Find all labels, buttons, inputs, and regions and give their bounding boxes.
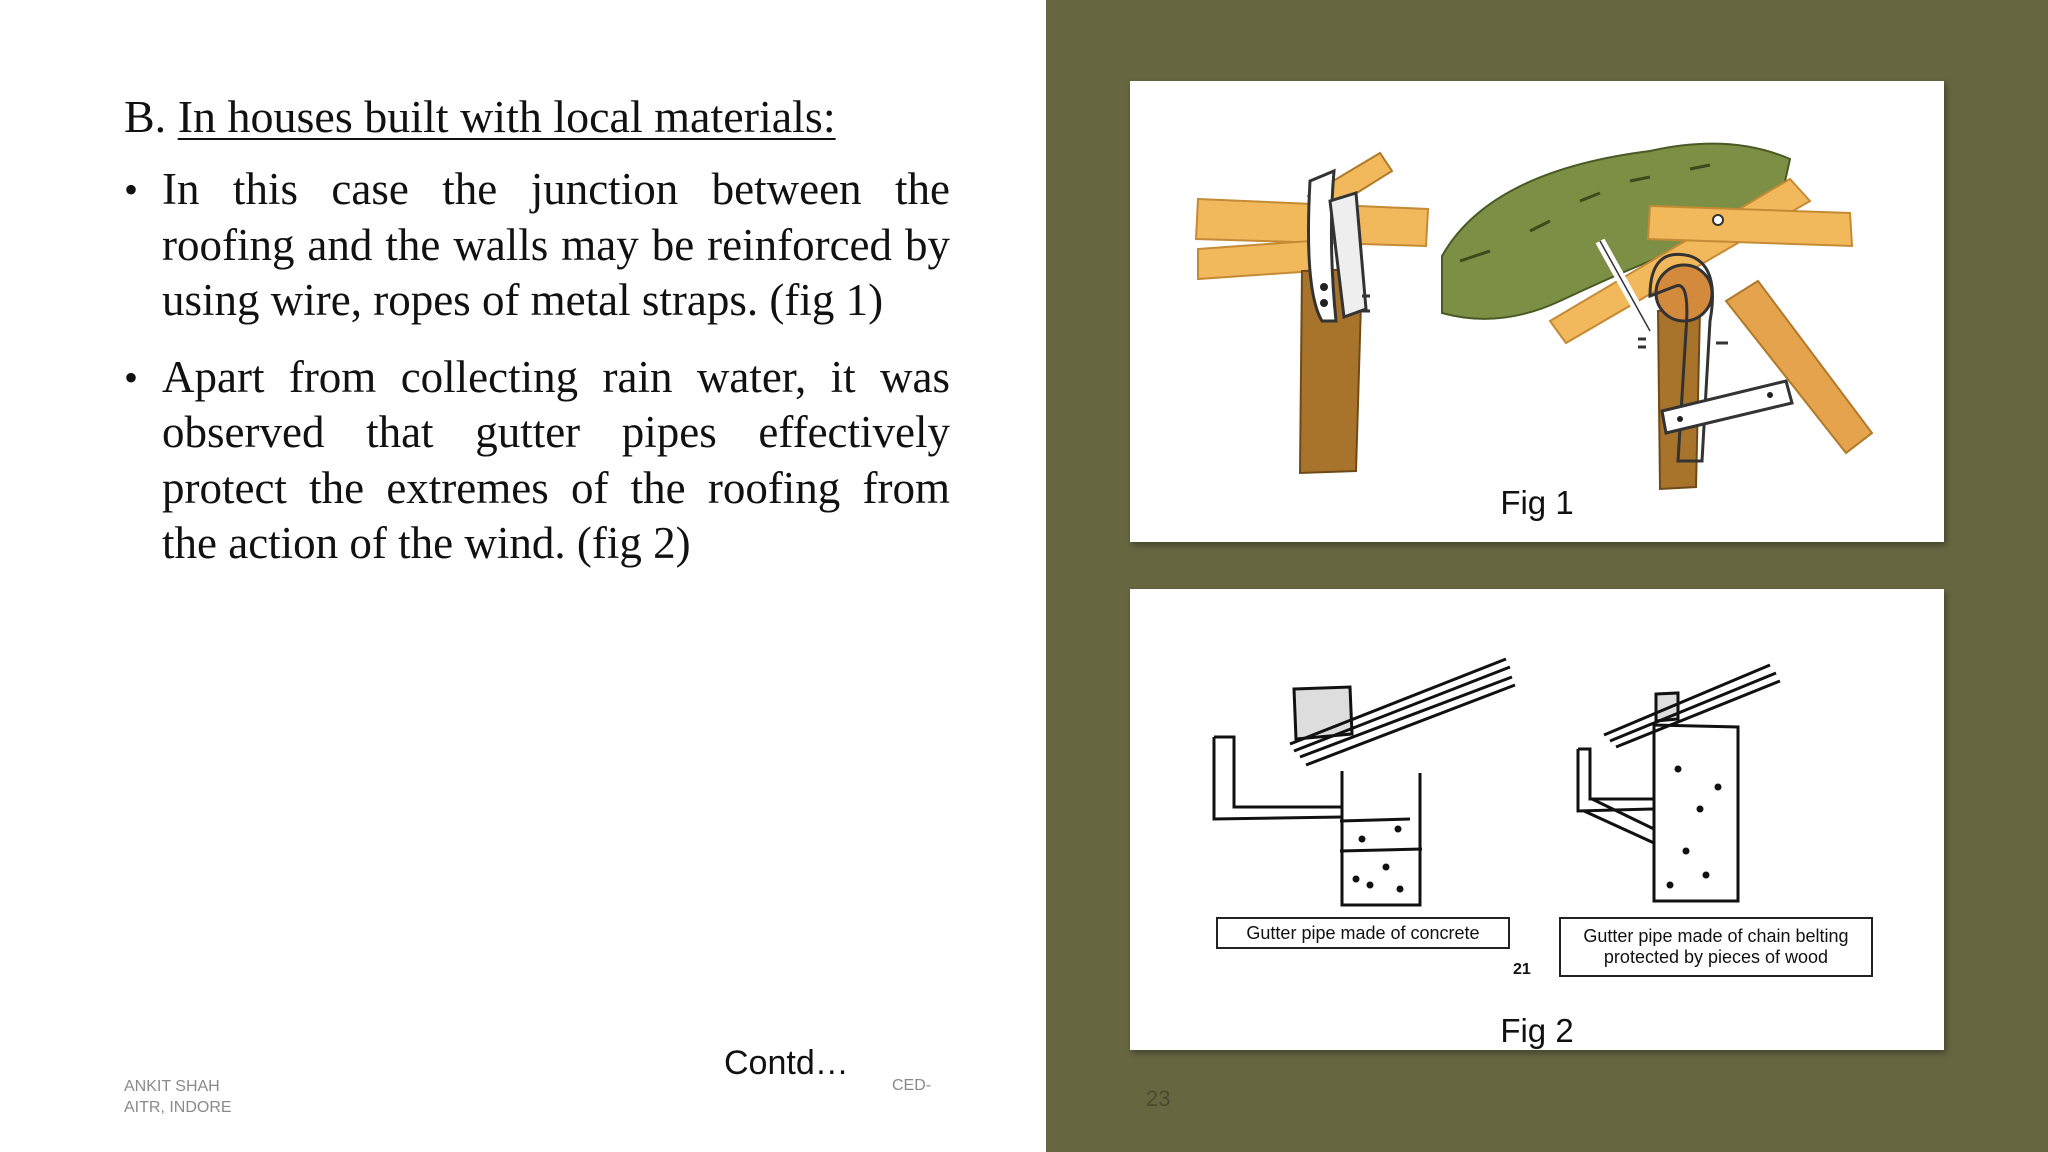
slide-heading <box>124 90 836 143</box>
figure-1-card <box>1130 81 1944 542</box>
gutter-pipe-illustration <box>1130 589 1944 1050</box>
page-number: 23 <box>1146 1086 1171 1111</box>
heading-underlined: In houses built with local materials: <box>177 91 836 142</box>
concrete-gutter-drawing <box>1214 659 1515 905</box>
chain-belting-gutter-label <box>1559 917 1873 977</box>
chain-belting-label-line1: Gutter pipe made of chain belting <box>1583 926 1849 946</box>
strapped-post-drawing <box>1196 153 1428 473</box>
figure-1-caption: Fig 1 <box>1500 484 1574 521</box>
figure-2-inner-number: 21 <box>1513 961 1531 978</box>
author-name: ANKIT SHAH <box>124 1078 220 1095</box>
chain-belting-label-line2: protected by pieces of wood <box>1603 947 1829 967</box>
heading-prefix: B. <box>124 91 178 142</box>
author-institute: AITR, INDORE <box>124 1099 232 1116</box>
dept-label: CED- <box>892 1077 932 1094</box>
figure-2-caption: Fig 2 <box>1500 1012 1574 1049</box>
bullet-list <box>124 162 950 593</box>
wooden-joint-illustration <box>1130 81 1944 542</box>
contd-label: Contd… <box>724 1044 849 1082</box>
figure-2-card <box>1130 589 1944 1050</box>
bullet-item: • Apart from collecting rain water, it was observed that gutter pipes effectively protect the extremes of the roofing from the action of the wind. (fig 2) <box>124 350 950 572</box>
thatched-roof-joint-drawing <box>1442 144 1872 489</box>
author-footer <box>124 1076 232 1118</box>
concrete-gutter-label: Gutter pipe made of concrete <box>1216 917 1510 949</box>
bullet-item: • In this case the junction between the roofing and the walls may be reinforced by using wire, ropes of metal straps. (fig 1) <box>124 162 950 329</box>
chain-belting-gutter-drawing <box>1578 665 1780 901</box>
